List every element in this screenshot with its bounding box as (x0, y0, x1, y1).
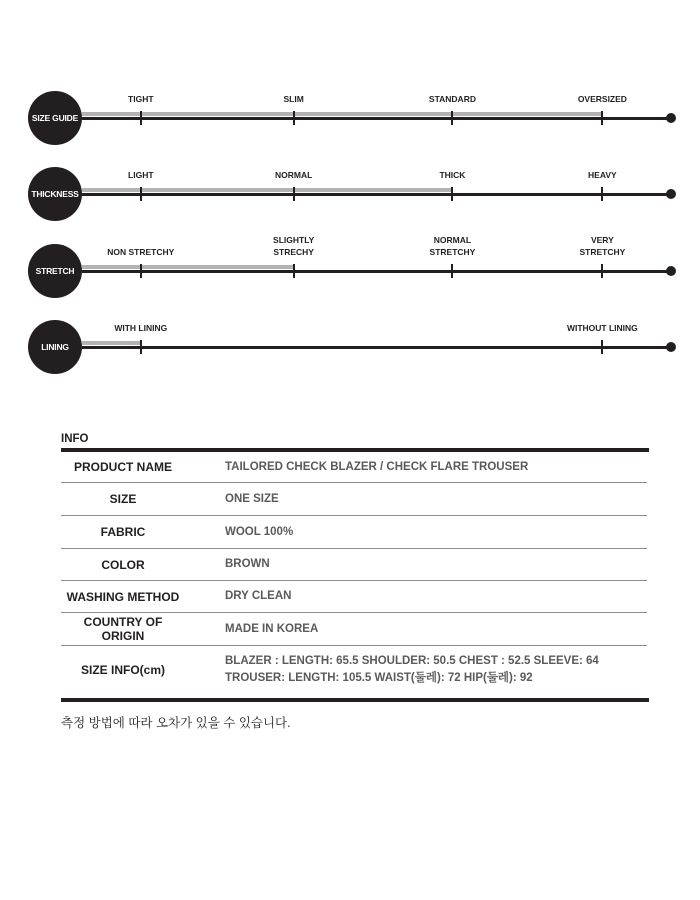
guide-tick (451, 111, 453, 125)
guide-end-dot (666, 342, 676, 352)
info-row-value: TAILORED CHECK BLAZER / CHECK FLARE TROUSER (225, 460, 529, 473)
info-row-label: SIZE (109, 492, 137, 506)
guide-level-bar (82, 188, 452, 192)
guide-tick (601, 111, 603, 125)
guide-tick (140, 111, 142, 125)
guide-row-size-guide (0, 82, 700, 152)
guide-level-bar (82, 112, 602, 116)
guide-tick-label: OVERSIZED (577, 94, 627, 104)
info-bottom-rule (61, 698, 649, 702)
info-row (61, 549, 647, 581)
guide-tick (451, 187, 453, 201)
info-row-label: FABRIC (100, 525, 146, 539)
guide-row-thickness (0, 158, 700, 228)
guide-scale-line (82, 346, 670, 349)
guide-tick (451, 264, 453, 278)
guide-end-dot (666, 113, 676, 123)
guide-tick-label: STANDARD (428, 94, 476, 104)
guide-tick (293, 111, 295, 125)
info-row-label: COUNTRY OF ORIGIN (83, 615, 163, 643)
guide-tick-label: TIGHT (128, 94, 154, 104)
info-row-value: ONE SIZE (225, 492, 279, 505)
guide-row-stretch (0, 235, 700, 305)
guide-scale-line (82, 270, 670, 273)
info-row-label: COLOR (101, 557, 145, 572)
guide-level-bar (82, 265, 294, 269)
guide-title-badge: THICKNESS (28, 167, 82, 221)
guide-tick-label: HEAVY (588, 170, 617, 180)
guide-tick-label: WITHOUT LINING (566, 323, 638, 333)
info-row-label: WASHING METHOD (66, 589, 180, 604)
measurement-note: 측정 방법에 따라 오차가 있을 수 있습니다. (61, 716, 291, 730)
info-row-label: SIZE INFO(cm) (80, 663, 165, 677)
info-row (61, 581, 647, 613)
info-row-value: WOOL 100% (225, 525, 294, 538)
guide-tick-label: NORMAL (275, 170, 313, 180)
info-row-value: MADE IN KOREA (225, 622, 319, 635)
guide-tick (293, 264, 295, 278)
guide-tick (293, 187, 295, 201)
guide-tick-label: LIGHT (128, 170, 154, 180)
guide-level-bar (82, 341, 141, 345)
guide-tick (140, 340, 142, 354)
info-row-value: DRY CLEAN (225, 590, 292, 602)
guide-tick (601, 340, 603, 354)
guide-title-badge: SIZE GUIDE (28, 91, 82, 145)
guide-row-lining (0, 311, 700, 381)
guide-scale-line (82, 117, 670, 120)
guide-tick-label: THICK (439, 170, 466, 180)
info-row-value: BROWN (225, 558, 270, 570)
guide-tick-label: WITH LINING (114, 323, 168, 333)
guide-tick (601, 264, 603, 278)
guide-title-badge: STRETCH (28, 244, 82, 298)
guide-title-badge: LINING (28, 320, 82, 374)
guide-tick (601, 187, 603, 201)
guide-tick-label: SLIM (283, 94, 304, 104)
info-table (61, 452, 647, 694)
guide-tick (140, 187, 142, 201)
info-row (61, 613, 647, 646)
info-row (61, 452, 647, 483)
info-row (61, 483, 647, 516)
guide-scale-line (82, 193, 670, 196)
guide-end-dot (666, 189, 676, 199)
info-row (61, 646, 647, 694)
guide-tick (140, 264, 142, 278)
info-row-value: BLAZER : LENGTH: 65.5 SHOULDER: 50.5 CHEST : 52.5 SLEEVE: 64 TROUSER: LENGTH: 105.5 WAIST(둘레): 72 HIP(둘레): 92 (225, 655, 599, 684)
guide-tick-label: VERY STRETCHY (579, 235, 626, 257)
info-row (61, 516, 647, 549)
guide-tick-label: SLIGHTLY STRECHY (273, 235, 315, 257)
guide-tick-label: NORMAL STRETCHY (429, 235, 476, 257)
guide-tick-label: NON STRETCHY (107, 247, 175, 257)
info-row-label: PRODUCT NAME (74, 460, 172, 474)
info-title: INFO (61, 433, 89, 445)
guide-end-dot (666, 266, 676, 276)
